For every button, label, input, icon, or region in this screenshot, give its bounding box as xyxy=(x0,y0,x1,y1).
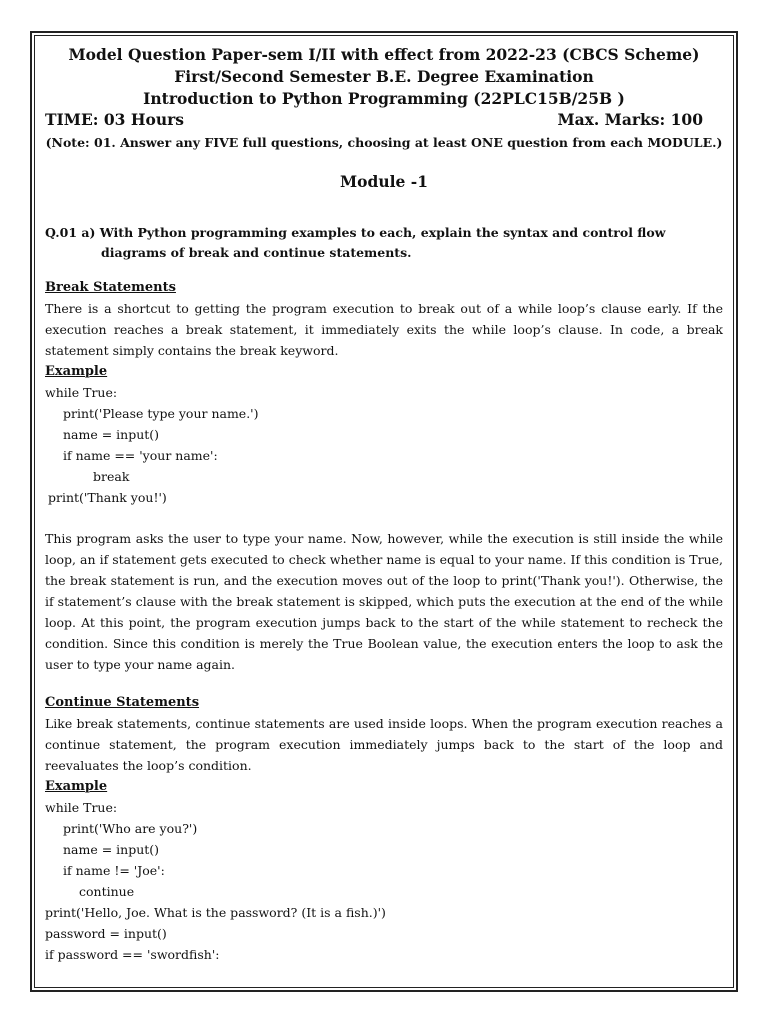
break-code-line: break xyxy=(93,469,130,484)
continue-example-label: Example xyxy=(45,779,108,794)
break-section xyxy=(45,277,723,675)
time-marks-row xyxy=(45,110,723,130)
question-line-2: diagrams of break and continue statements. xyxy=(101,245,412,260)
continue-code-line: print('Hello, Joe. What is the password? (It is a fish.)') xyxy=(45,905,386,920)
break-example-label: Example xyxy=(45,364,108,379)
instructions-note: (Note: 01. Answer any FIVE full questions, choosing at least ONE question from each MODULE.) xyxy=(45,135,723,150)
break-code-line: print('Thank you!') xyxy=(48,490,167,505)
break-code-line: print('Please type your name.') xyxy=(63,406,259,421)
break-code-line: if name == 'your name': xyxy=(63,448,218,463)
break-intro: There is a shortcut to getting the program execution to break out of a while loop’s clause early. If the execution reaches a break statement, it immediately exits the while loop’s clause. In code, a break statement simply contains the break keyword. xyxy=(45,301,723,358)
continue-code-line: while True: xyxy=(45,800,118,815)
continue-heading: Continue Statements xyxy=(45,695,200,710)
continue-code-line: if name != 'Joe': xyxy=(63,863,165,878)
question-text xyxy=(45,223,723,263)
question-line-1: Q.01 a) With Python programming examples to each, explain the syntax and control flow xyxy=(45,225,666,240)
break-code-line: name = input() xyxy=(63,427,160,442)
break-explanation: This program asks the user to type your name. Now, however, while the execution is still inside the while loop, an if statement gets executed to check whether name is equal to your name. If this condition is True, the break statement is run, and the execution moves out of the loop to print('Thank you!'). Otherwise, the if statement’s clause with the break statement is skipped, which puts the execution at the end of the while loop. At this point, the program execution jumps back to the start of the while statement to recheck the condition. Since this condition is merely the True Boolean value, the execution enters the loop to ask the user to type your name again. xyxy=(45,531,723,672)
continue-code-line: password = input() xyxy=(45,926,167,941)
continue-code-line: print('Who are you?') xyxy=(63,821,198,836)
module-heading: Module -1 xyxy=(340,172,428,191)
continue-code-line: if password == 'swordfish': xyxy=(45,947,220,962)
time-label: TIME: 03 Hours xyxy=(45,110,184,129)
paper-title: Model Question Paper-sem I/II with effect from 2022-23 (CBCS Scheme) xyxy=(68,45,700,64)
max-marks-label: Max. Marks: 100 xyxy=(557,110,703,129)
document-body xyxy=(45,44,723,965)
continue-code-line: name = input() xyxy=(63,842,160,857)
break-code-line: while True: xyxy=(45,385,118,400)
course-line: Introduction to Python Programming (22PLC15B/25B ) xyxy=(143,89,625,108)
break-heading: Break Statements xyxy=(45,280,176,295)
semester-line: First/Second Semester B.E. Degree Examination xyxy=(174,67,594,86)
continue-code-line: continue xyxy=(79,884,135,899)
continue-intro: Like break statements, continue statements are used inside loops. When the program execution reaches a continue statement, the program execution immediately jumps back to the start of the loop and reevaluates the loop’s condition. xyxy=(45,716,723,773)
continue-section xyxy=(45,692,723,965)
